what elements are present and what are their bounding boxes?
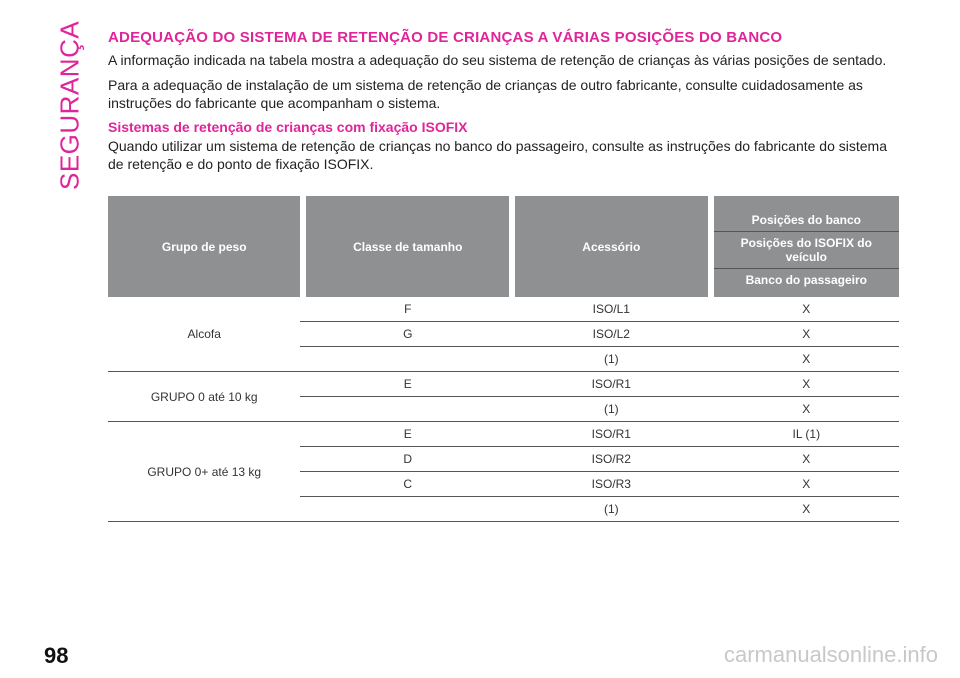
- passenger-seat-cell: X: [714, 372, 899, 397]
- size-class-cell: G: [306, 322, 509, 347]
- accessory-cell: (1): [515, 497, 707, 522]
- isofix-paragraph: Quando utilizar um sistema de retenção de crianças no banco do passageiro, consulte as instruções do fabricante do sistema de retenção e do ponto de fixação ISOFIX.: [108, 138, 887, 172]
- passenger-seat-cell: X: [714, 497, 899, 522]
- main-content: [108, 30, 898, 180]
- table-body: [108, 297, 899, 522]
- accessory-cell: ISO/R1: [515, 422, 707, 447]
- size-class-cell: [306, 497, 509, 522]
- header-accessory: Acessório: [515, 196, 707, 297]
- accessory-cell: ISO/L1: [515, 297, 707, 322]
- header-weight-group: Grupo de peso: [108, 196, 300, 297]
- size-class-cell: D: [306, 447, 509, 472]
- passenger-seat-cell: IL (1): [714, 422, 899, 447]
- header-seat-positions: [714, 196, 899, 297]
- passenger-seat-cell: X: [714, 297, 899, 322]
- accessory-cell: (1): [515, 397, 707, 422]
- size-class-cell: F: [306, 297, 509, 322]
- isofix-suitability-table: [108, 196, 899, 522]
- page-number: 98: [44, 643, 69, 668]
- table-row: [108, 372, 899, 397]
- section-label: SEGURANÇA: [54, 20, 85, 190]
- header-passenger-seat: Banco do passageiro: [714, 268, 899, 291]
- passenger-seat-cell: X: [714, 347, 899, 372]
- size-class-cell: E: [306, 372, 509, 397]
- accessory-cell: (1): [515, 347, 707, 372]
- weight-group-cell: GRUPO 0+ até 13 kg: [108, 422, 300, 522]
- table-row: [108, 297, 899, 322]
- page-title: ADEQUAÇÃO DO SISTEMA DE RETENÇÃO DE CRIANÇAS A VÁRIAS POSIÇÕES DO BANCO: [108, 29, 783, 46]
- passenger-seat-cell: X: [714, 447, 899, 472]
- section-subtitle: Sistemas de retenção de crianças com fixação ISOFIX: [108, 119, 468, 135]
- size-class-cell: [306, 347, 509, 372]
- size-class-cell: [306, 397, 509, 422]
- accessory-cell: ISO/L2: [515, 322, 707, 347]
- watermark: carmanualsonline.info: [723, 642, 938, 667]
- size-class-cell: E: [306, 422, 509, 447]
- passenger-seat-cell: X: [714, 472, 899, 497]
- size-class-cell: C: [306, 472, 509, 497]
- passenger-seat-cell: X: [714, 397, 899, 422]
- accessory-cell: ISO/R3: [515, 472, 707, 497]
- header-seat-positions-label: Posições do banco: [751, 212, 861, 227]
- instruction-paragraph: Para a adequação de instalação de um sistema de retenção de crianças de outro fabricante, consulte cuidadosamente as instruções do fabricante que acompanham o sistema.: [108, 77, 863, 111]
- table-row: [108, 422, 899, 447]
- weight-group-cell: Alcofa: [108, 297, 300, 372]
- weight-group-cell: GRUPO 0 até 10 kg: [108, 372, 300, 422]
- header-size-class: Classe de tamanho: [306, 196, 509, 297]
- accessory-cell: ISO/R2: [515, 447, 707, 472]
- passenger-seat-cell: X: [714, 322, 899, 347]
- header-isofix-positions: Posições do ISOFIX do veículo: [714, 231, 899, 268]
- intro-paragraph: A informação indicada na tabela mostra a adequação do seu sistema de retenção de crianças às várias posições de sentado.: [108, 52, 887, 68]
- accessory-cell: ISO/R1: [515, 372, 707, 397]
